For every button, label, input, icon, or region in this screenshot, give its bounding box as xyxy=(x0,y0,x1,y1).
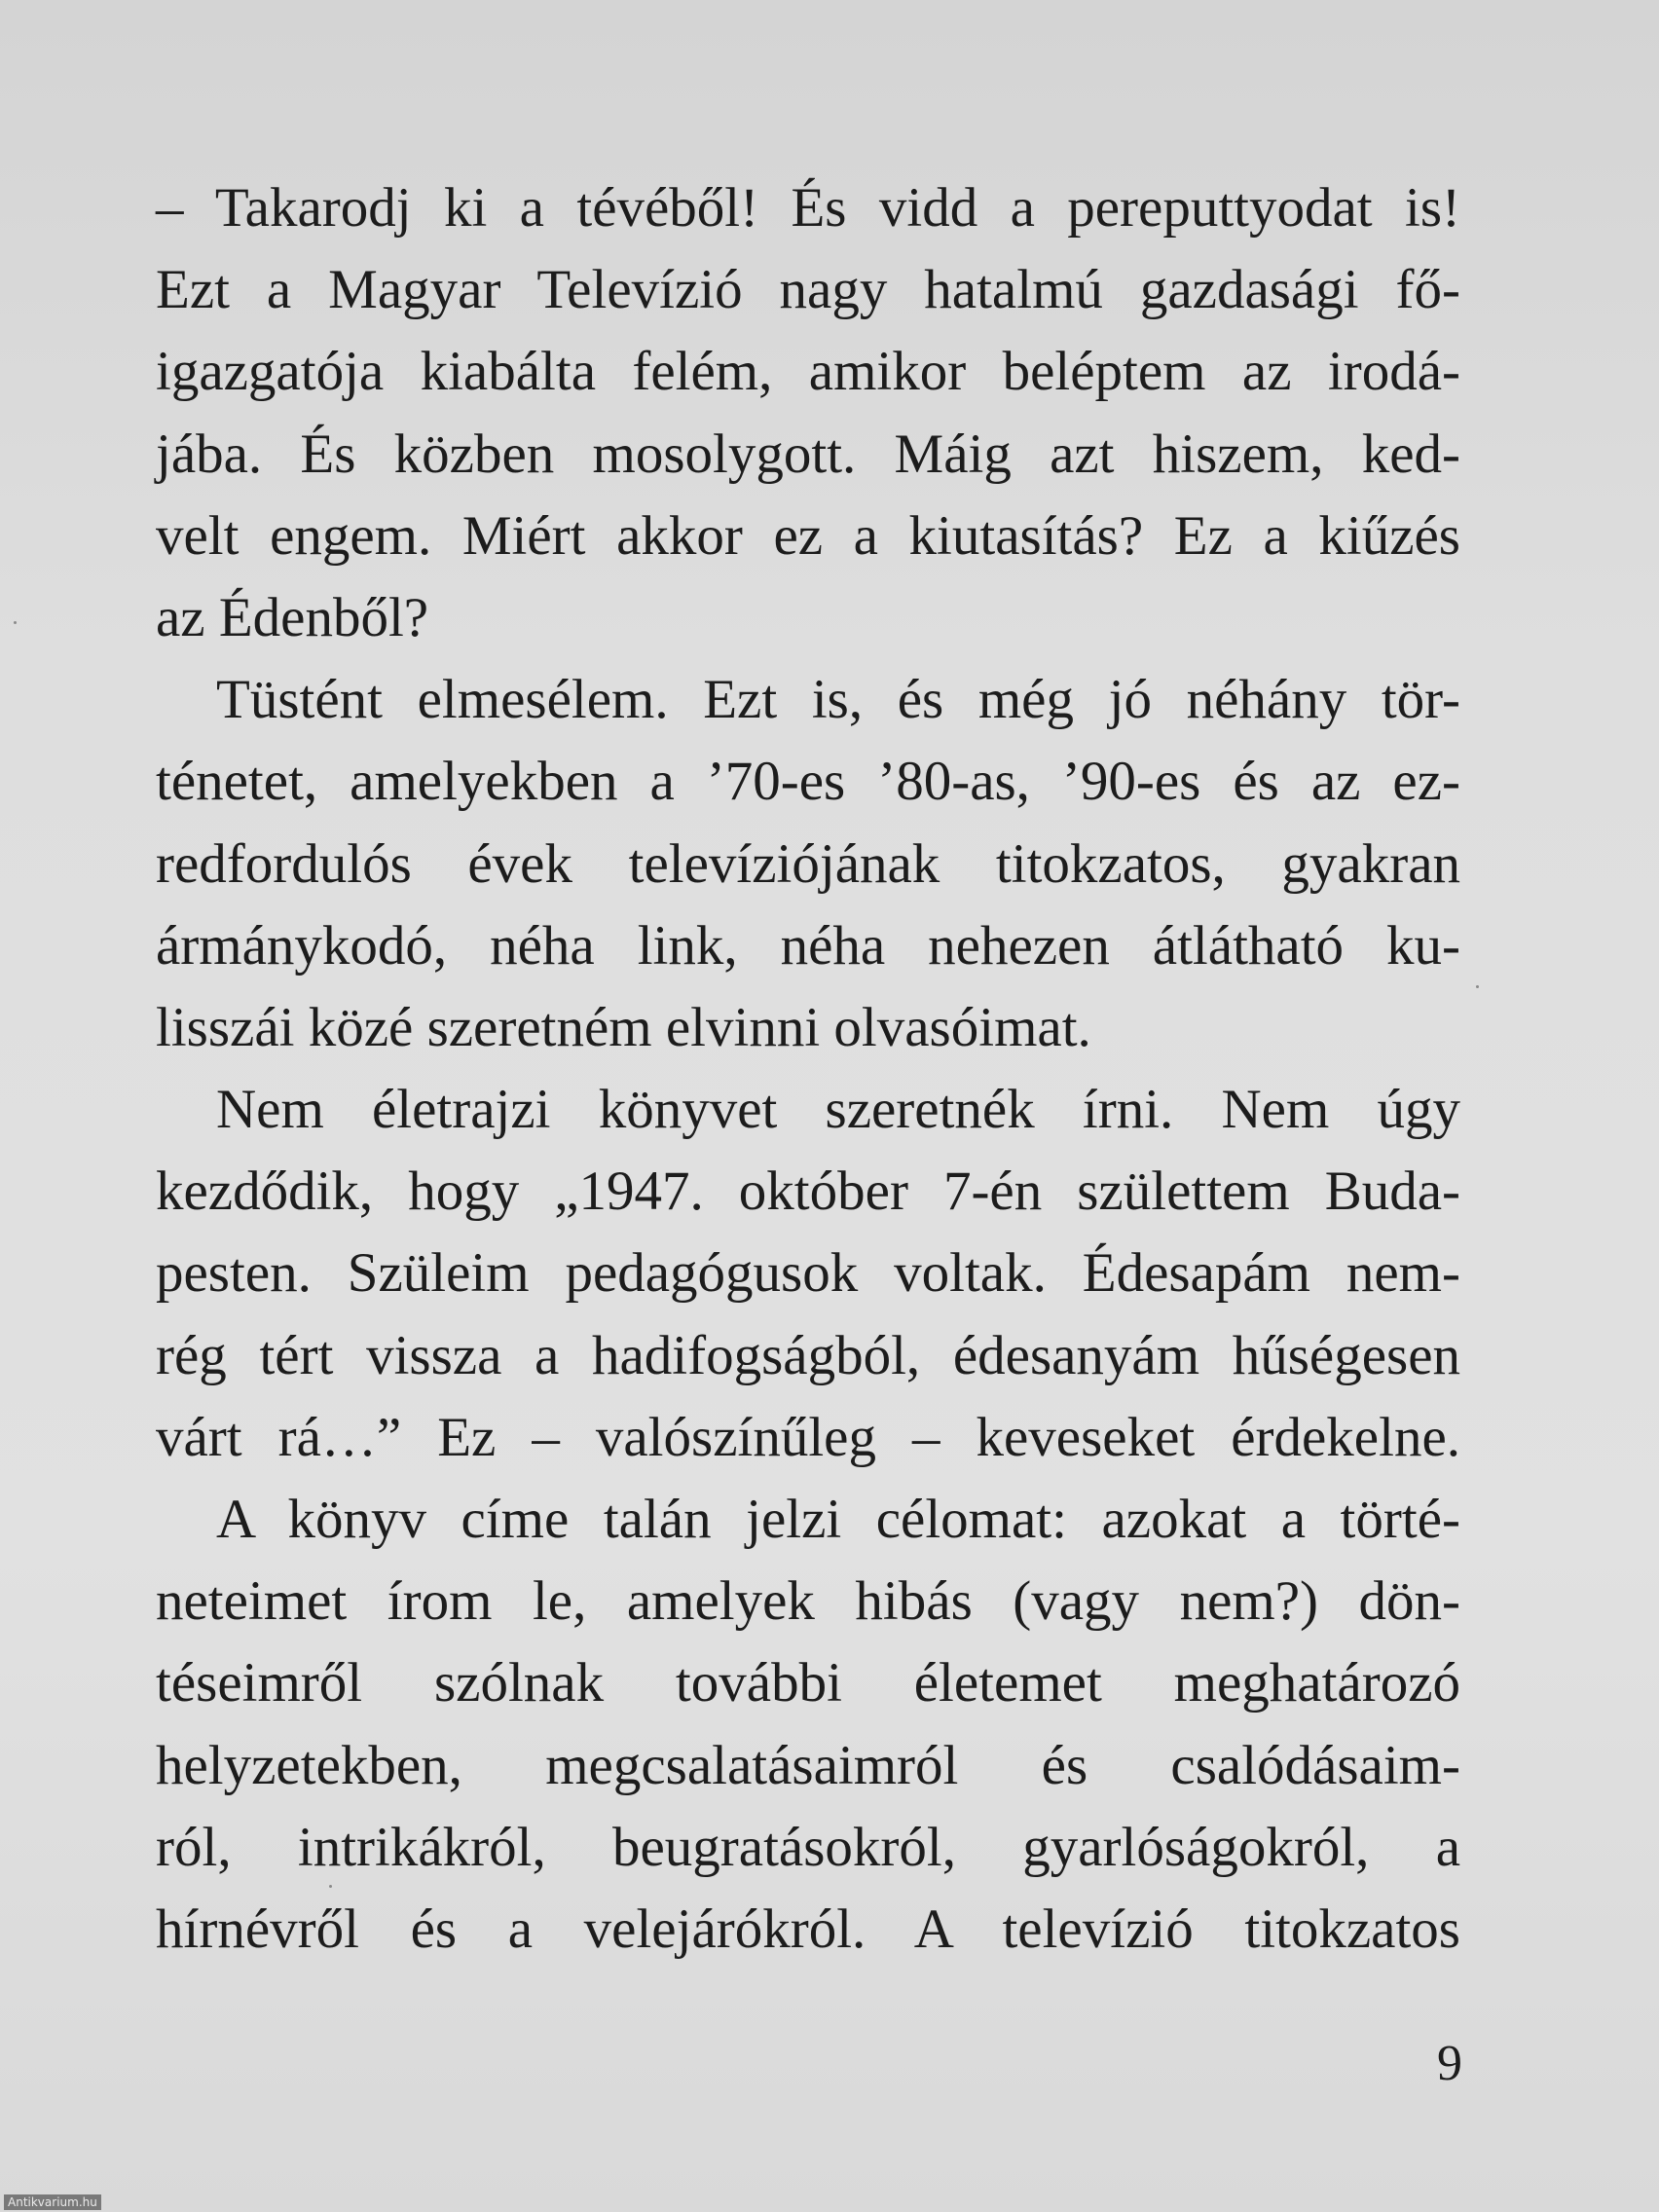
paper-speck xyxy=(1476,985,1479,988)
text-line: Nem életrajzi könyvet szeretnék írni. Nem úgy xyxy=(216,1079,1460,1141)
text-line: A könyv címe talán jelzi célomat: azokat a törté- xyxy=(216,1489,1460,1550)
text-line: velt engem. Miért akkor ez a kiutasítás? Ez a kiűzés xyxy=(156,504,1460,567)
text-line: hírnévről és a velejárókról. A televízió titokzatos xyxy=(156,1898,1460,1960)
text-line: ténetet, amelyekben a ’70-es ’80-as, ’90-es és az ez- xyxy=(156,751,1460,813)
text-line: kezdődik, hogy „1947. október 7-én születtem Buda- xyxy=(156,1161,1460,1223)
text-line: ármánykodó, néha link, néha nehezen átlátható ku- xyxy=(156,914,1460,977)
text-line: jába. És közben mosolygott. Máig azt hiszem, ked- xyxy=(156,423,1460,485)
text-line: Ezt a Magyar Televízió nagy hatalmú gazdasági fő- xyxy=(156,259,1460,321)
text-line: lisszái közé szeretném elvinni olvasóimat. xyxy=(156,996,1091,1058)
text-line: Tüstént elmesélem. Ezt is, és még jó néhány tör- xyxy=(216,669,1460,731)
text-line: helyzetekben, megcsalatásaimról és csalódásaim- xyxy=(156,1734,1460,1796)
body-text xyxy=(156,167,1460,1971)
paper-speck xyxy=(14,621,17,624)
text-line: igazgatója kiabálta felém, amikor beléptem az irodá- xyxy=(156,341,1460,403)
text-line: rég tért vissza a hadifogságból, édesanyám hűségesen xyxy=(156,1324,1460,1386)
text-line: pesten. Szüleim pedagógusok voltak. Édesapám nem- xyxy=(156,1242,1460,1305)
text-line: téseimről szólnak további életemet meghatározó xyxy=(156,1652,1460,1714)
paper-speck xyxy=(329,1885,332,1888)
text-line: ról, intrikákról, beugratásokról, gyarlóságokról, a xyxy=(156,1816,1460,1878)
page-number: 9 xyxy=(1437,2036,1462,2091)
text-line: redfordulós évek televíziójának titokzatos, gyakran xyxy=(156,832,1460,895)
text-line: neteimet írom le, amelyek hibás (vagy nem?) dön- xyxy=(156,1570,1460,1633)
text-line: az Édenből? xyxy=(156,586,429,648)
text-line: várt rá…” Ez – valószínűleg – keveseket érdekelne. xyxy=(156,1406,1460,1468)
watermark: Antikvarium.hu xyxy=(4,2194,101,2210)
text-line: – Takarodj ki a tévéből! És vidd a pereputtyodat is! xyxy=(156,177,1460,239)
